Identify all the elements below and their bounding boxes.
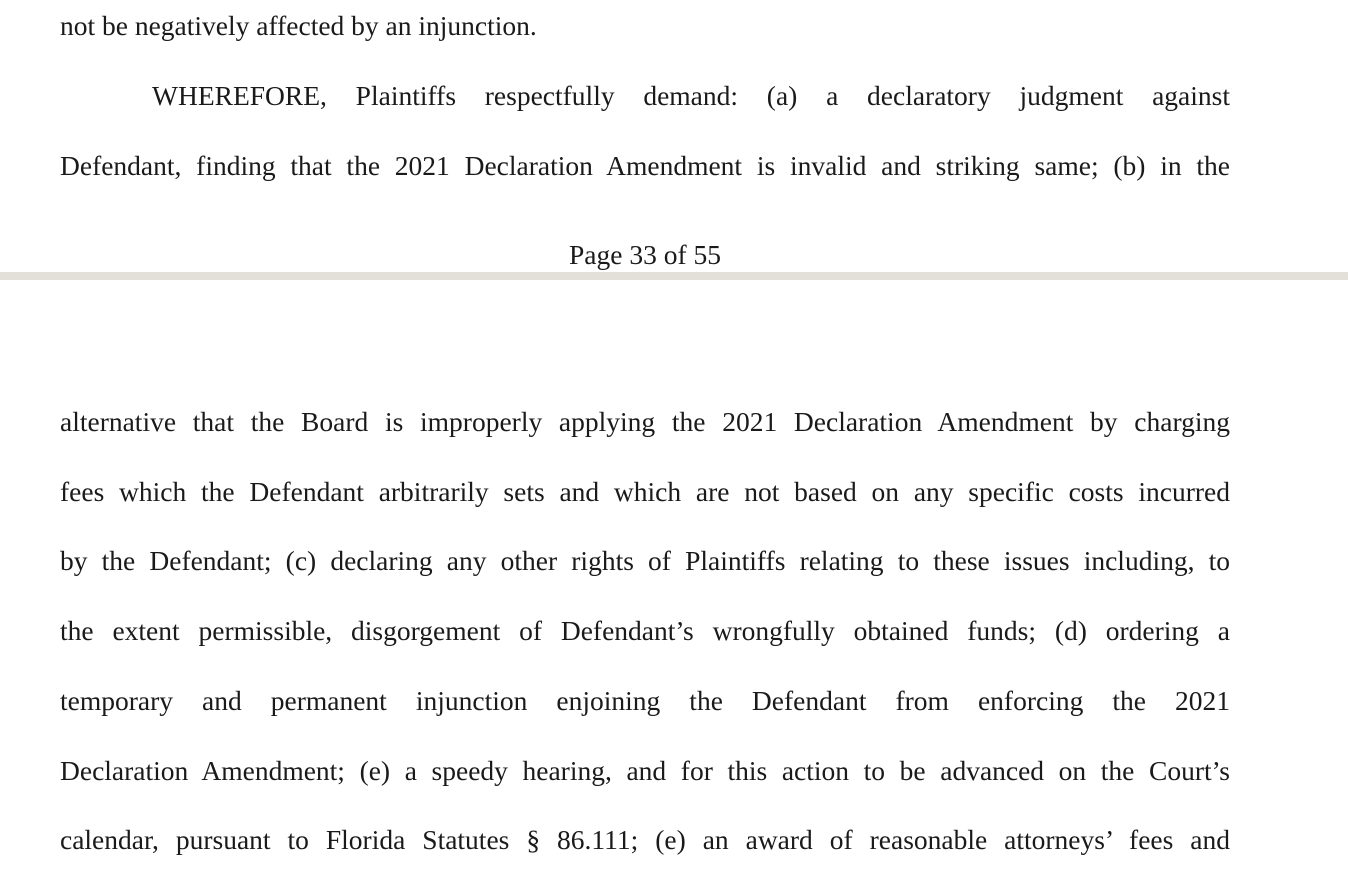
- text-line: Defendant, finding that the 2021 Declaration Amendment is invalid and striking same; (b) in the: [60, 150, 1230, 181]
- text-line: calendar, pursuant to Florida Statutes § 86.111; (e) an award of reasonable attorneys’ fees and: [60, 824, 1230, 855]
- text-line: fees which the Defendant arbitrarily sets and which are not based on any specific costs incurred: [60, 476, 1230, 507]
- text-line: Declaration Amendment; (e) a speedy hearing, and for this action to be advanced on the Court’s: [60, 755, 1230, 786]
- text-line: by the Defendant; (c) declaring any other rights of Plaintiffs relating to these issues including, to: [60, 545, 1230, 576]
- page-separator: [0, 272, 1348, 280]
- text-line: alternative that the Board is improperly applying the 2021 Declaration Amendment by charging: [60, 406, 1230, 437]
- text-line: temporary and permanent injunction enjoining the Defendant from enforcing the 2021: [60, 685, 1230, 716]
- document-page-34: [0, 280, 1348, 882]
- document-page-33: [0, 0, 1348, 272]
- page-number: Page 33 of 55: [569, 239, 721, 270]
- text-line: the extent permissible, disgorgement of Defendant’s wrongfully obtained funds; (d) ordering a: [60, 615, 1230, 646]
- text-line-wherefore: WHEREFORE, Plaintiffs respectfully demand: (a) a declaratory judgment against: [152, 80, 1230, 111]
- text-line: not be negatively affected by an injunction.: [60, 10, 537, 41]
